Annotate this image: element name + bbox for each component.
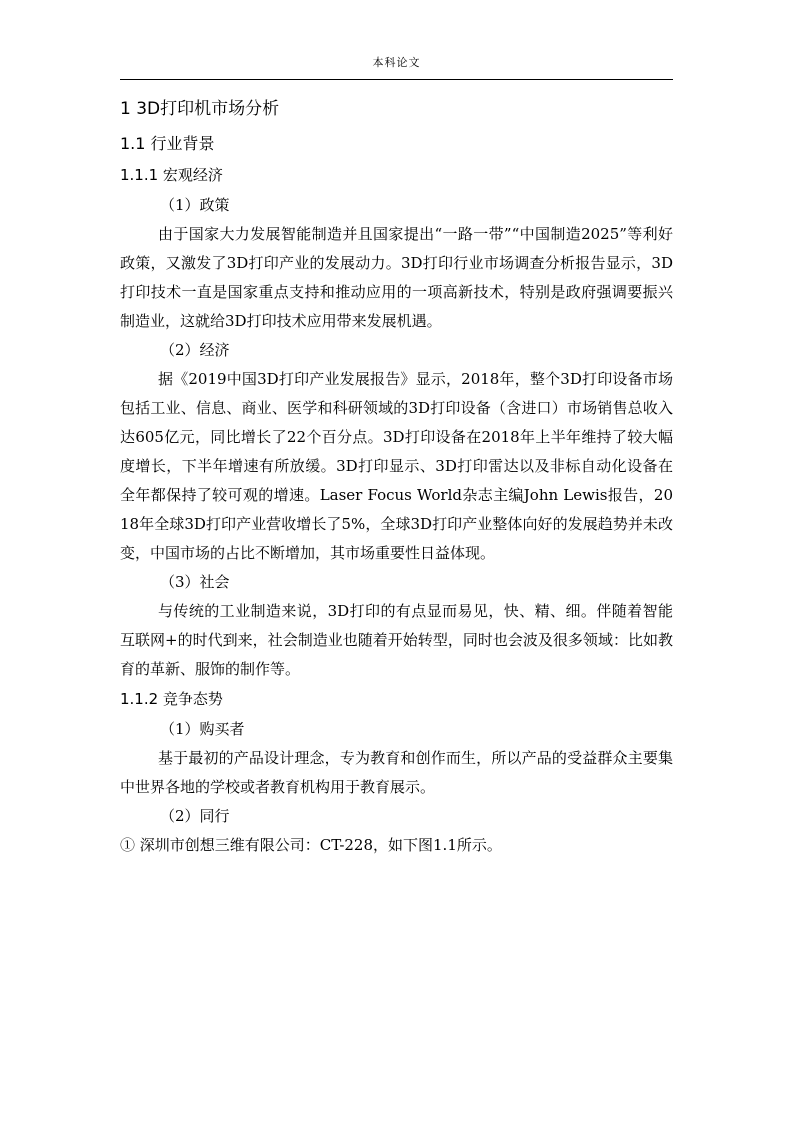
- subheading-peers: （2）同行: [160, 807, 230, 825]
- subheading-society: （3）社会: [160, 573, 230, 591]
- subheading-buyers: （1）购买者: [160, 720, 245, 738]
- section-title-1-1-1: 1.1.1 宏观经济: [120, 166, 223, 184]
- page-header: 本科论文: [372, 56, 421, 69]
- chapter-title: 1 3D打印机市场分析: [120, 99, 280, 119]
- paragraph-society: 与传统的工业制造来说，3D打印的有点显而易见，快、精、细。伴随着智能互联网+的时代到来，社会制造业也随着开始转型，同时也会波及很多领域：比如教育的革新、服饰的制作等。: [120, 602, 673, 678]
- paragraph-buyers: 基于最初的产品设计理念，专为教育和创作而生，所以产品的受益群众主要集中世界各地的学校或者教育机构用于教育展示。: [120, 749, 673, 796]
- page-content: [120, 94, 673, 860]
- subheading-economy: （2）经济: [160, 341, 230, 359]
- subheading-policy: （1）政策: [160, 196, 230, 214]
- paragraph-policy: 由于国家大力发展智能制造并且国家提出“一路一带”“中国制造2025”等利好政策，又激发了3D打印产业的发展动力。3D打印行业市场调查分析报告显示，3D打印技术一直是国家重点支持和推动应用的一项高新技术，特别是政府强调要振兴制造业，这就给3D打印技术应用带来发展机遇。: [120, 225, 673, 330]
- list-item-peer-1: ① 深圳市创想三维有限公司：CT-228，如下图1.1所示。: [120, 836, 502, 854]
- section-title-1-1: 1.1 行业背景: [120, 134, 215, 153]
- header-rule: [120, 79, 673, 80]
- section-title-1-1-2: 1.1.2 竞争态势: [120, 690, 223, 708]
- paragraph-economy: 据《2019中国3D打印产业发展报告》显示，2018年，整个3D打印设备市场包括工业、信息、商业、医学和科研领域的3D打印设备（含进口）市场销售总收入达605亿元，同比增长了22个百分点。3D打印设备在2018年上半年维持了较大幅度增长，下半年增速有所放缓。3D打印显示、3D打印雷达以及非标自动化设备在全年都保持了较可观的增速。Laser Focus World杂志主编John Lewis报告，2018年全球3D打印产业营收增长了5%，全球3D打印产业整体向好的发展趋势并未改变，中国市场的占比不断增加，其市场重要性日益体现。: [120, 370, 673, 562]
